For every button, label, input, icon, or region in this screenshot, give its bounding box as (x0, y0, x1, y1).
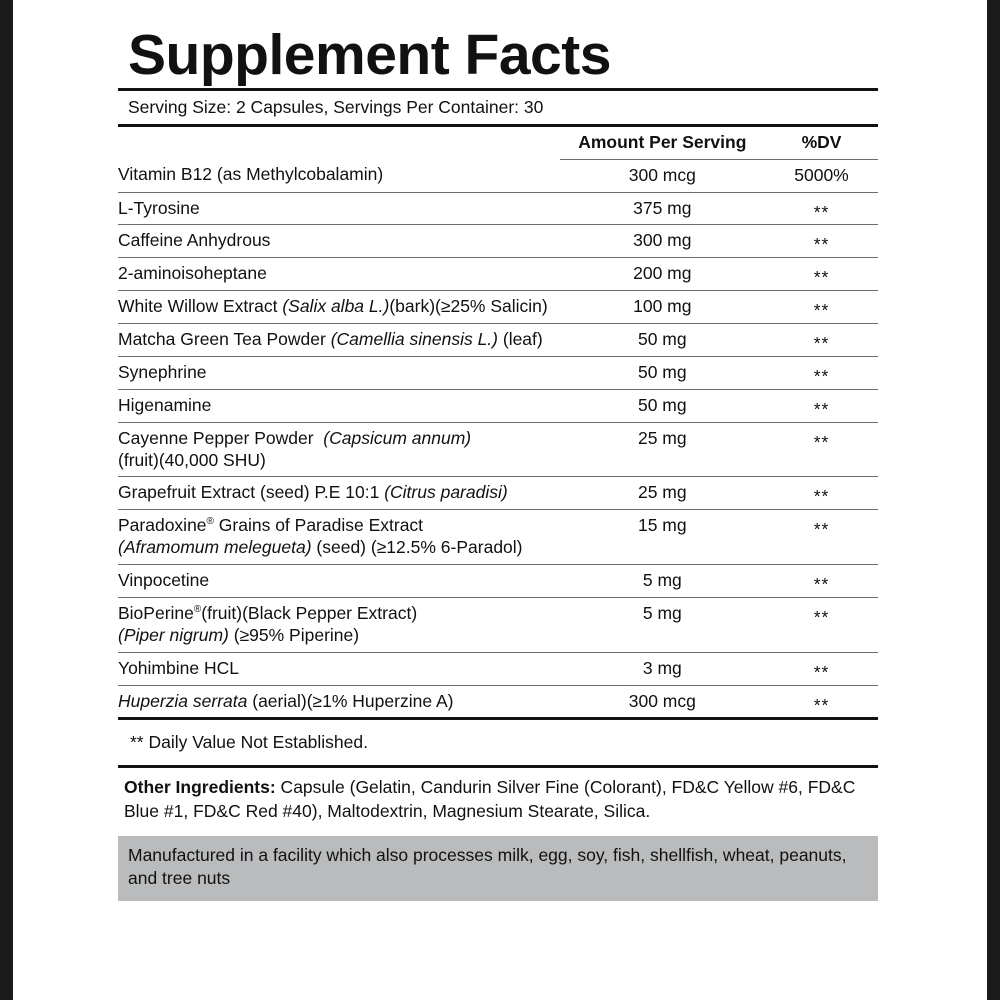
header-amount-per-serving: Amount Per Serving (560, 127, 765, 159)
ingredient-dv: ** (765, 569, 878, 602)
ingredient-name: Grapefruit Extract (seed) P.E 10:1 (Citrus paradisi) (118, 477, 560, 510)
ingredient-amount: 15 mg (560, 510, 765, 565)
ingredient-dv: 5000% (765, 159, 878, 192)
other-ingredients (118, 768, 878, 829)
table-row (118, 258, 878, 291)
ingredient-amount: 50 mg (560, 324, 765, 357)
ingredient-amount: 200 mg (560, 258, 765, 291)
ingredient-name: Yohimbine HCL (118, 652, 560, 685)
ingredient-name: White Willow Extract (Salix alba L.)(bark)(≥25% Salicin) (118, 291, 560, 324)
ingredient-dv: ** (765, 262, 878, 295)
table-row (118, 356, 878, 389)
right-edge-border (987, 0, 1000, 1000)
label-title: Supplement Facts (128, 23, 611, 87)
ingredient-name: Cayenne Pepper Powder (Capsicum annum) (fruit)(40,000 SHU) (118, 422, 560, 477)
table-row (118, 324, 878, 357)
ingredient-name: L-Tyrosine (118, 192, 560, 225)
ingredient-name: 2-aminoisoheptane (118, 258, 560, 291)
other-ingredients-label: Other Ingredients: (124, 777, 276, 798)
ingredient-name: Higenamine (118, 389, 560, 422)
ingredient-dv: ** (765, 295, 878, 328)
table-row (118, 192, 878, 225)
ingredient-name: Paradoxine® Grains of Paradise Extract (Aframomum melegueta) (seed) (≥12.5% 6-Paradol) (118, 510, 560, 565)
ingredient-name: Matcha Green Tea Powder (Camellia sinensis L.) (leaf) (118, 324, 560, 357)
ingredient-amount: 5 mg (560, 597, 765, 652)
ingredient-dv: ** (765, 360, 878, 393)
table-row (118, 477, 878, 510)
other-ingredients-text: Capsule (Gelatin, Candurin Silver Fine (Colorant), FD&C Yellow #6, FD&C Blue #1, FD&C Red #40), Maltodextrin, Magnesium Stearate, Silica. (124, 777, 856, 822)
ingredient-name: Vinpocetine (118, 565, 560, 598)
table-row (118, 422, 878, 477)
ingredient-dv: ** (765, 481, 878, 514)
ingredient-dv: ** (813, 694, 830, 715)
table-row (118, 652, 878, 685)
ingredient-amount: 375 mg (560, 192, 765, 225)
ingredient-amount: 25 mg (560, 422, 765, 477)
ingredient-dv: ** (765, 656, 878, 689)
ingredient-amount: 50 mg (560, 389, 765, 422)
ingredient-dv: ** (765, 514, 878, 569)
ingredient-name: Huperzia serrata (aerial)(≥1% Huperzine A) (118, 690, 454, 711)
ingredient-amount: 25 mg (560, 477, 765, 510)
table-row (118, 291, 878, 324)
ingredient-dv: ** (765, 196, 878, 229)
table-row (118, 565, 878, 598)
daily-value-footnote: ** Daily Value Not Established. (130, 732, 368, 753)
ingredient-amount: 5 mg (560, 565, 765, 598)
ingredient-amount: 300 mg (560, 225, 765, 258)
table-header-row (118, 127, 878, 159)
serving-size-line: Serving Size: 2 Capsules, Servings Per Container: 30 (128, 96, 544, 117)
ingredient-dv: ** (765, 601, 878, 656)
ingredient-dv: ** (765, 426, 878, 481)
ingredient-amount: 300 mcg (560, 159, 765, 192)
ingredient-name: Vitamin B12 (as Methylcobalamin) (118, 159, 560, 192)
ingredient-dv: ** (765, 393, 878, 426)
table-row (118, 597, 878, 652)
table-row (118, 225, 878, 258)
ingredient-dv: ** (765, 328, 878, 361)
ingredient-amount: 100 mg (560, 291, 765, 324)
title-divider (118, 88, 878, 91)
table-row (118, 510, 878, 565)
left-edge-border (0, 0, 13, 1000)
ingredient-name: BioPerine®(fruit)(Black Pepper Extract) (Piper nigrum) (≥95% Piperine) (118, 597, 560, 652)
table-row (118, 159, 878, 192)
table-row (118, 685, 878, 717)
ingredient-name: Caffeine Anhydrous (118, 225, 560, 258)
ingredient-amount: 300 mcg (628, 690, 696, 711)
label-panel (118, 18, 878, 901)
allergen-statement: Manufactured in a facility which also processes milk, egg, soy, fish, shellfish, wheat, peanuts, and tree nuts (118, 836, 878, 901)
header-blank-cell (118, 127, 560, 159)
ingredient-name: Synephrine (118, 356, 560, 389)
table-row (118, 389, 878, 422)
ingredient-dv: ** (765, 229, 878, 262)
ingredient-amount: 3 mg (560, 652, 765, 685)
nutrition-table (118, 127, 878, 718)
ingredient-amount: 50 mg (560, 356, 765, 389)
header-percent-dv: %DV (765, 127, 878, 159)
